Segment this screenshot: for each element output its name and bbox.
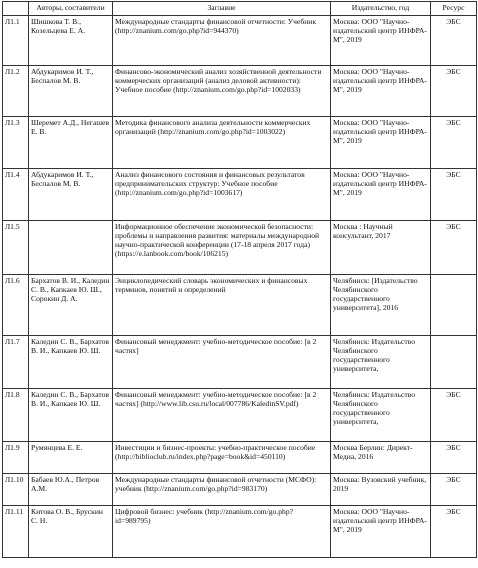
row-resource: ЭБС [431,442,477,474]
row-title: Финансово-экономический анализ хозяйственной деятельности коммерческих организаций (анализ деловой активности): Учебное пособие (http://znanium.com/go.php?id=1002033) [113,66,331,117]
header-resource: Ресурс [431,2,477,16]
row-publisher: Челябинск: Издательство Челябинского государственного университета, [331,336,431,389]
table-row [3,506,477,558]
row-publisher: Челябинск: Издательство Челябинского государственного университета, [331,389,431,442]
row-resource [431,336,477,389]
row-publisher: Москва: ООО "Научно-издательский центр ИНФРА-М", 2019 [331,169,431,221]
row-authors: Бархатов В. И., Каледин С. В., Капкаев Ю. Ш., Сорокин Д. А. [29,275,113,336]
table-row [3,389,477,442]
table-row [3,169,477,221]
table-row [3,474,477,506]
row-resource: ЭБС [431,389,477,442]
row-number: Л1.7 [3,336,29,389]
table-row [3,336,477,389]
row-number: Л1.5 [3,221,29,275]
row-number: Л1.3 [3,117,29,169]
row-authors: Абдукаримов И. Т., Беспалов М. В. [29,169,113,221]
row-authors [29,221,113,275]
row-number: Л1.1 [3,16,29,66]
row-authors: Абдукаримов И. Т., Беспалов М. В. [29,66,113,117]
row-publisher: Москва: ООО "Научно-издательский центр ИНФРА-М", 2019 [331,506,431,558]
row-number: Л1.9 [3,442,29,474]
row-title: Финансовый менеджмент: учебно-методическое пособие: [в 2 частях] [113,336,331,389]
row-publisher: Москва Берлин: Директ-Медиа, 2016 [331,442,431,474]
header-authors: Авторы, составители [29,2,113,16]
row-publisher: Москва : Научный консультант, 2017 [331,221,431,275]
row-number: Л1.8 [3,389,29,442]
table-row [3,66,477,117]
row-title: Международные стандарты финансовой отчетности: Учебник (http://znanium.com/go.php?id=944370) [113,16,331,66]
row-resource: ЭБС [431,16,477,66]
row-publisher: Москва: ООО "Научно-издательский центр ИНФРА-М", 2019 [331,66,431,117]
row-number: Л1.2 [3,66,29,117]
row-resource: ЭБС [431,66,477,117]
row-authors: Румянцева Е. Е. [29,442,113,474]
row-resource: ЭБС [431,506,477,558]
row-number: Л1.11 [3,506,29,558]
header-num [3,2,29,16]
row-title: Инвестиции и бизнес-проекты: учебно-практическое пособие (http://biblioclub.ru/index.php?page=book&id=450110) [113,442,331,474]
row-authors: Шеремет А.Д., Негашев Е. В. [29,117,113,169]
row-number: Л1.10 [3,474,29,506]
row-resource [431,275,477,336]
row-resource: ЭБС [431,474,477,506]
table-row [3,275,477,336]
row-resource: ЭБС [431,221,477,275]
table-row [3,221,477,275]
row-number: Л1.4 [3,169,29,221]
table-row [3,442,477,474]
row-authors: Бабаев Ю.А., Петров А.М. [29,474,113,506]
header-title: Заглавие [113,2,331,16]
header-row [3,2,477,16]
row-resource: ЭБС [431,117,477,169]
row-title: Международные стандарты финансовой отчетности (МСФО): учебник (http://znanium.com/go.php?id=983170) [113,474,331,506]
row-authors: Каледин С. В., Бархатов В. И., Капкаев Ю. Ш. [29,389,113,442]
row-title: Анализ финансового состояния и финансовых результатов предпринимательских структур: Учебное пособие (http://znanium.com/go.php?id=1003617) [113,169,331,221]
row-title: Финансовый менеджмент: учебно-методическое пособие: [в 2 частях] (http://www.lib.csu.ru/local/007786/KaledinSV.pdf) [113,389,331,442]
row-title: Цифровой бизнес: учебник (http://znanium.com/go.php?id=989795) [113,506,331,558]
header-publisher: Издательство, год [331,2,431,16]
row-publisher: Москва: Вузовский учебник, 2019 [331,474,431,506]
row-title: Методика финансового анализа деятельности коммерческих организаций (http://znanium.com/go.php?id=1003022) [113,117,331,169]
row-publisher: Челябинск: [Издательство Челябинского государственного университета], 2016 [331,275,431,336]
row-authors: Шишкова Т. В., Козельцева Е. А. [29,16,113,66]
row-publisher: Москва: ООО "Научно-издательский центр ИНФРА-М", 2019 [331,117,431,169]
table-row [3,117,477,169]
row-publisher: Москва: ООО "Научно-издательский центр ИНФРА-М", 2019 [331,16,431,66]
row-title: Информационное обеспечение экономической безопасности: проблемы и направления развития: материалы международной научно-практической конференции (17-18 апреля 2017 года) (https://e.lanbook.com/book/106215) [113,221,331,275]
row-authors: Каледин С. В., Бархатов В. И., Капкаев Ю. Ш. [29,336,113,389]
row-title: Энциклопедический словарь экономических и финансовых терминов, понятий и определений [113,275,331,336]
row-resource: ЭБС [431,169,477,221]
row-authors: Китова О. В., Брускин С. Н. [29,506,113,558]
row-number: Л1.6 [3,275,29,336]
bibliography-table [2,1,477,558]
table-row [3,16,477,66]
